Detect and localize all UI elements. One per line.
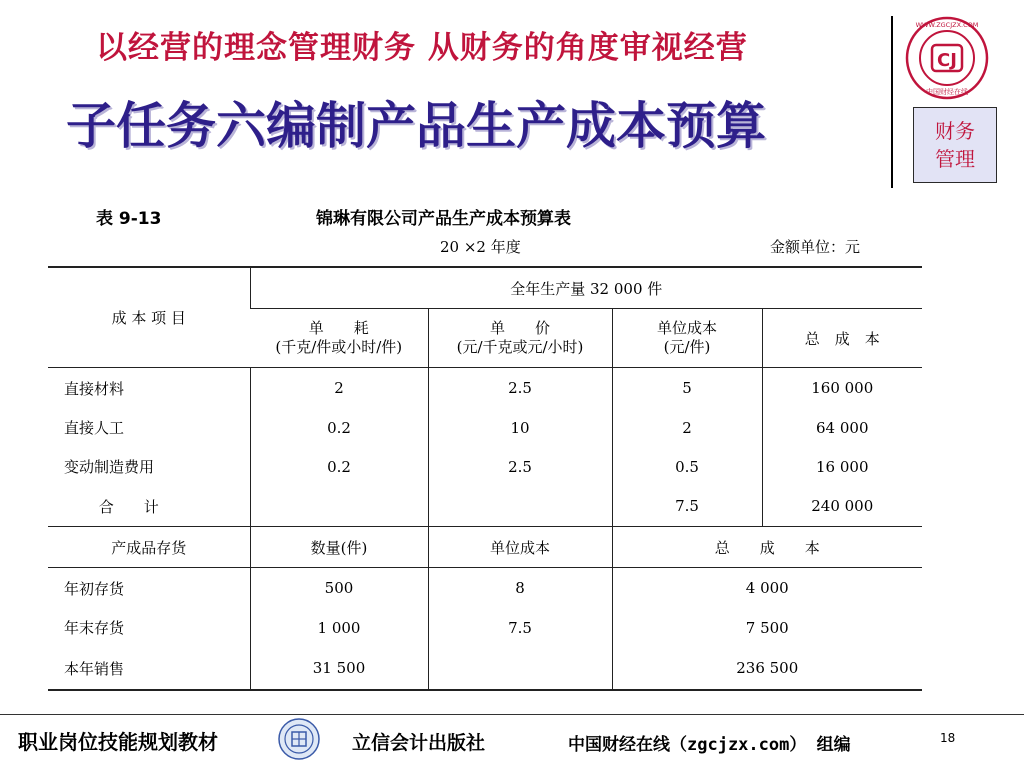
publisher-seal-icon (278, 717, 320, 761)
consumption-header: 单 耗 (千克/件或小时/件) (250, 309, 428, 368)
badge-line-1: 财务 (935, 119, 975, 143)
page-number: 18 (940, 731, 956, 745)
table-unit: 金额单位：元 (770, 238, 861, 256)
series-name: 职业岗位技能规划教材 (18, 730, 218, 754)
subject-badge (913, 107, 997, 183)
table-row: 直接材料 2 2.5 5 160 000 (48, 368, 922, 409)
slide-title: 子任务六编制产品生产成本预算 (66, 96, 766, 155)
table-header-row (48, 267, 922, 309)
unit-cost-header: 单位成本 (元/件) (612, 309, 762, 368)
cost-item-header: 成 本 项 目 (48, 267, 250, 368)
table-row: 变动制造费用 0.2 2.5 0.5 16 000 (48, 447, 922, 486)
cj-logo-icon (905, 16, 989, 100)
table-caption: 锦琳有限公司产品生产成本预算表 (316, 209, 571, 229)
total-cost-header: 总 成 本 (762, 309, 922, 368)
logo-caption-text: 中国财经在线 (926, 88, 968, 96)
logo-url-text: WWW.ZGCJZX.COM (915, 21, 979, 29)
publisher-name: 立信会计出版社 (352, 732, 486, 754)
table-year: 20 ×2 年度 (440, 238, 521, 256)
table-number: 表 9-13 (96, 209, 162, 229)
svg-text:CJ: CJ (937, 50, 957, 71)
inventory-header-row: 产成品存货 数量(件) 单位成本 总 成 本 (48, 527, 922, 568)
cost-budget-table (48, 266, 922, 691)
table-row: 本年销售 31 500 236 500 (48, 647, 922, 690)
header-divider (891, 16, 893, 188)
table-total-row: 合 计 7.5 240 000 (48, 486, 922, 527)
table-row: 年末存货 1 000 7.5 7 500 (48, 608, 922, 647)
footer-divider (0, 714, 1024, 715)
production-volume-header: 全年生产量 32 000 件 (250, 267, 922, 309)
slide-motto: 以经营的理念管理财务 从财务的角度审视经营 (96, 30, 748, 66)
site-credit: 中国财经在线（zgcjzx.com） 组编 (568, 735, 851, 755)
price-header: 单 价 (元/千克或元/小时) (428, 309, 612, 368)
table-row: 直接人工 0.2 10 2 64 000 (48, 408, 922, 447)
table-row: 年初存货 500 8 4 000 (48, 568, 922, 609)
badge-line-2: 管理 (935, 147, 975, 171)
